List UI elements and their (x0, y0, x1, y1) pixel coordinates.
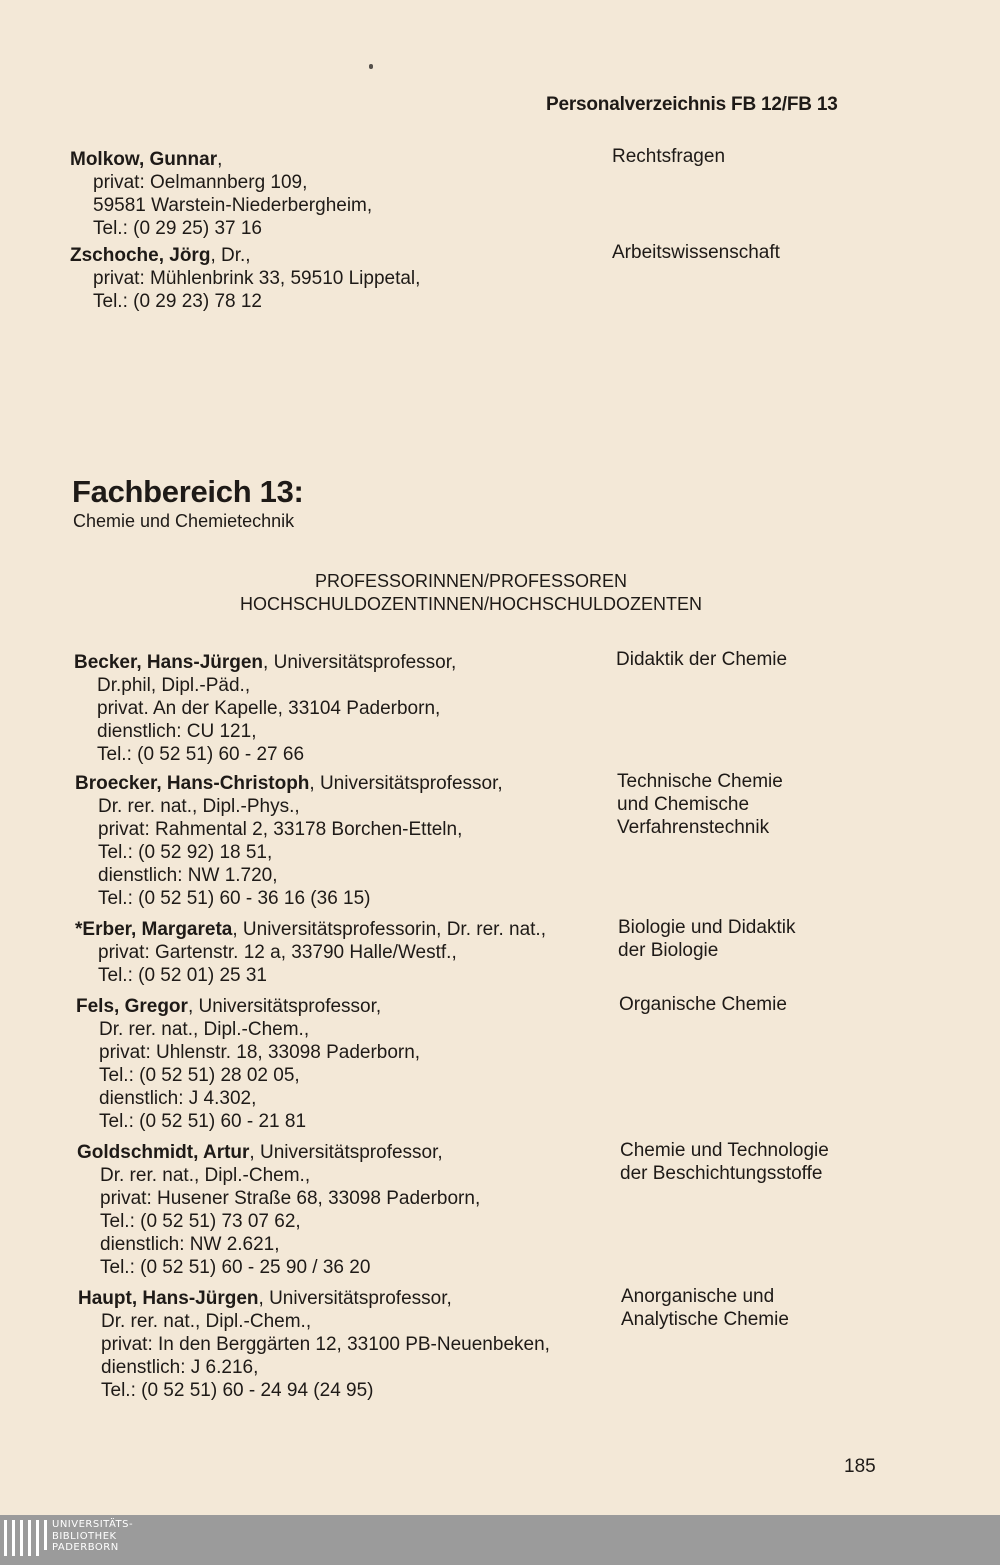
library-logo-icon (4, 1520, 48, 1560)
section-subtitle: Chemie und Chemietechnik (73, 511, 295, 531)
entry-detail: Tel.: (0 52 51) 60 - 21 81 (99, 1111, 307, 1132)
field-line: und Chemische (617, 794, 750, 815)
entry-name-line (70, 244, 420, 267)
entry-name-line (75, 772, 503, 795)
entry-detail: Dr. rer. nat., Dipl.-Chem., (100, 1165, 311, 1186)
surname: *Erber (75, 919, 131, 940)
person-entry (70, 244, 420, 313)
given-name: , Gregor (114, 996, 188, 1017)
surname: Goldschmidt (77, 1142, 194, 1163)
entry-detail: Tel.: (0 52 51) 28 02 05, (99, 1065, 300, 1086)
entry-detail: dienstlich: CU 121, (97, 721, 257, 742)
name-suffix: , (217, 149, 223, 170)
field-of-work: Rechtsfragen (612, 146, 726, 167)
surname: Molkow (70, 149, 139, 170)
entry-detail: privat: Gartenstr. 12 a, 33790 Halle/Westf., (98, 942, 457, 963)
logo-line: BIBLIOTHEK (52, 1530, 117, 1542)
name-suffix: , Universitätsprofessor, (187, 996, 382, 1017)
entry-detail: Dr. rer. nat., Dipl.-Chem., (101, 1311, 312, 1332)
entry-detail: Tel.: (0 52 51) 60 - 25 90 / 36 20 (100, 1257, 371, 1278)
library-footer-bar (0, 1515, 1000, 1565)
library-logo-text (52, 1519, 133, 1554)
field-of-work (617, 770, 783, 839)
given-name: , Hans-Jürgen (131, 1288, 259, 1309)
entry-detail: privat: Mühlenbrink 33, 59510 Lippetal, (93, 268, 421, 289)
entry-detail: privat: Oelmannberg 109, (93, 172, 308, 193)
surname: Becker (74, 652, 137, 673)
entry-detail: Tel.: (0 52 92) 18 51, (98, 842, 273, 863)
name-suffix: , Universitätsprofessor, (258, 1288, 452, 1309)
entry-detail: dienstlich: NW 1.720, (98, 865, 278, 886)
field-line: Analytische Chemie (621, 1309, 789, 1330)
entry-name-line (77, 1141, 480, 1164)
entry-detail: Tel.: (0 52 51) 60 - 24 94 (24 95) (101, 1380, 374, 1401)
surname: Broecker (75, 773, 157, 794)
surname: Zschoche (70, 245, 159, 266)
person-entry (70, 148, 372, 240)
entry-name-line (75, 918, 546, 941)
person-entry (75, 918, 546, 987)
entry-detail: dienstlich: J 4.302, (99, 1088, 257, 1109)
field-of-work (619, 993, 787, 1016)
field-of-work (616, 648, 787, 671)
entry-detail: privat: Husener Straße 68, 33098 Paderborn, (100, 1188, 481, 1209)
entry-name-line (70, 148, 372, 171)
name-suffix: , Universitätsprofessor, (263, 652, 457, 673)
entry-detail: privat: Uhlenstr. 18, 33098 Paderborn, (99, 1042, 421, 1063)
name-suffix: , Dr., (210, 245, 251, 266)
entry-name-line (78, 1287, 550, 1310)
person-entry (77, 1141, 480, 1279)
entry-detail: privat: Rahmental 2, 33178 Borchen-Etteln, (98, 819, 463, 840)
entry-detail: dienstlich: J 6.216, (101, 1357, 259, 1378)
entry-detail: Tel.: (0 52 51) 60 - 36 16 (36 15) (98, 888, 371, 909)
entry-detail: Dr.phil, Dipl.-Päd., (97, 675, 251, 696)
given-name: , Margareta (130, 919, 233, 940)
logo-line: PADERBORN (52, 1542, 119, 1553)
entry-detail: Tel.: (0 52 01) 25 31 (98, 965, 267, 986)
name-suffix: , Universitätsprofessor, (249, 1142, 443, 1163)
field-line: Technische Chemie (617, 771, 783, 792)
field-line: der Beschichtungsstoffe (620, 1163, 823, 1184)
entry-name-line (76, 995, 420, 1018)
running-header: Personalverzeichnis FB 12/FB 13 (546, 94, 838, 115)
entry-detail: dienstlich: NW 2.621, (100, 1234, 280, 1255)
field-of-work (621, 1285, 789, 1331)
person-entry (78, 1287, 550, 1402)
surname: Fels (76, 996, 115, 1017)
logo-line: UNIVERSITÄTS- (52, 1519, 134, 1530)
entry-detail: Tel.: (0 29 23) 78 12 (93, 291, 262, 312)
field-line: Biologie und Didaktik (618, 917, 796, 938)
given-name: , Hans-Jürgen (136, 652, 264, 673)
surname: Haupt (78, 1288, 132, 1309)
entry-detail: 59581 Warstein-Niederbergheim, (93, 195, 373, 216)
entry-name-line (74, 651, 456, 674)
field-of-work (618, 916, 795, 962)
given-name: , Hans-Christoph (156, 773, 310, 794)
category-heading: HOCHSCHULDOZENTINNEN/HOCHSCHULDOZENTEN (239, 594, 703, 614)
section-title: Fachbereich 13: (72, 474, 304, 509)
entry-detail: Tel.: (0 52 51) 60 - 27 66 (97, 744, 305, 765)
field-of-work: Arbeitswissenschaft (612, 242, 780, 263)
name-suffix: , Universitätsprofessorin, Dr. rer. nat., (232, 919, 546, 940)
person-entry (75, 772, 503, 910)
given-name: , Gunnar (138, 149, 218, 170)
field-line: Didaktik der Chemie (616, 649, 788, 670)
given-name: , Artur (193, 1142, 250, 1163)
entry-detail: Tel.: (0 29 25) 37 16 (93, 218, 262, 239)
entry-detail: Tel.: (0 52 51) 73 07 62, (100, 1211, 301, 1232)
entry-detail: privat: In den Berggärten 12, 33100 PB-Neuenbeken, (101, 1334, 550, 1355)
ink-speck (369, 64, 373, 69)
field-line: Organische Chemie (619, 994, 787, 1015)
person-entry (74, 651, 456, 766)
field-line: Anorganische und (621, 1286, 775, 1307)
entry-detail: Dr. rer. nat., Dipl.-Chem., (99, 1019, 310, 1040)
category-heading: PROFESSORINNEN/PROFESSOREN (314, 571, 628, 591)
entry-detail: privat. An der Kapelle, 33104 Paderborn, (97, 698, 441, 719)
page-number: 185 (844, 1456, 876, 1477)
field-of-work (620, 1139, 829, 1185)
person-entry (76, 995, 420, 1133)
entry-detail: Dr. rer. nat., Dipl.-Phys., (98, 796, 300, 817)
field-line: Verfahrenstechnik (617, 817, 770, 838)
field-line: Chemie und Technologie (620, 1140, 829, 1161)
field-line: der Biologie (618, 940, 719, 961)
given-name: , Jörg (158, 245, 211, 266)
name-suffix: , Universitätsprofessor, (309, 773, 503, 794)
